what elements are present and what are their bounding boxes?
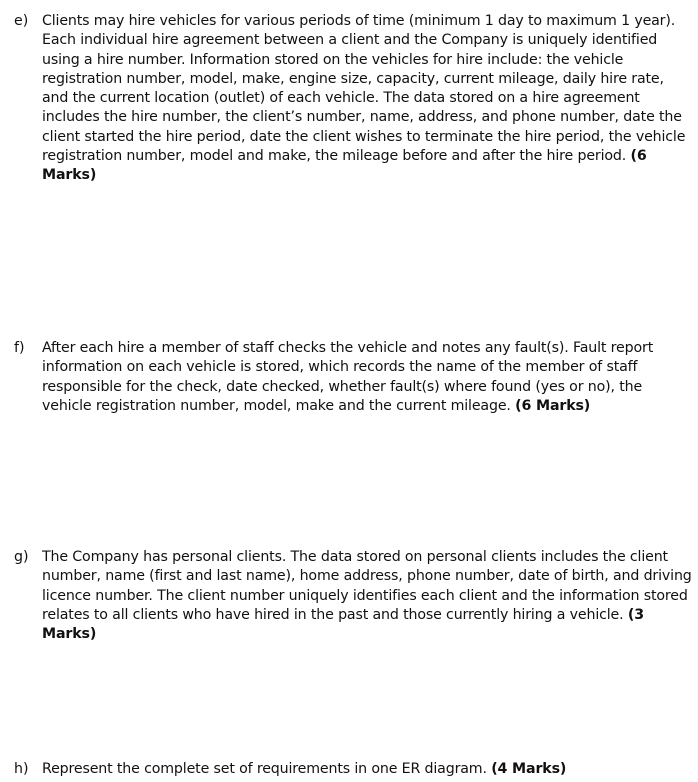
- question-label: f): [14, 340, 25, 356]
- question-body: After each hire a member of staff checks the vehicle and notes any fault(s). Fault report information on each vehicle is stored, which records the name of the member of staff responsible for the check, date checked, whether fault(s) where found (yes or no), the vehicle registration number, model, make and the current mileage.: [42, 340, 654, 414]
- question-f: [14, 339, 692, 416]
- marks-label: (6 Marks): [515, 397, 591, 414]
- question-h: [14, 760, 692, 779]
- question-text: [42, 760, 692, 779]
- question-g: [14, 548, 692, 644]
- question-text: [42, 339, 692, 416]
- marks-label: (6 Marks): [42, 148, 647, 184]
- question-e: [14, 12, 692, 186]
- question-text: [42, 12, 692, 186]
- question-text: [42, 548, 692, 644]
- question-label: g): [14, 549, 29, 565]
- question-body: Represent the complete set of requirements in one ER diagram.: [42, 761, 487, 777]
- marks-label: (4 Marks): [491, 761, 567, 777]
- question-body: The Company has personal clients. The data stored on personal clients includes the client number, name (first and last name), home address, phone number, date of birth, and driving licence number. The client number uniquely identifies each client and the information stored relates to all clients who have hired in the past and those currently hiring a vehicle.: [42, 549, 692, 623]
- question-label: h): [14, 761, 29, 777]
- question-label: e): [14, 13, 29, 29]
- marks-label: (3 Marks): [42, 606, 644, 643]
- question-body: Clients may hire vehicles for various periods of time (minimum 1 day to maximum 1 year). Each individual hire agreement between a client and the Company is uniquely identified using a hire number. Information stored on the vehicles for hire include: the vehicle registration number, model, make, engine size, capacity, current mileage, daily hire rate, and the current location (outlet) of each vehicle. The data stored on a hire agreement includes the hire number, the client’s number, name, address, and phone number, date the client started the hire period, date the client wishes to terminate the hire period, the vehicle registration number, model and make, the mileage before and after the hire period.: [42, 13, 686, 165]
